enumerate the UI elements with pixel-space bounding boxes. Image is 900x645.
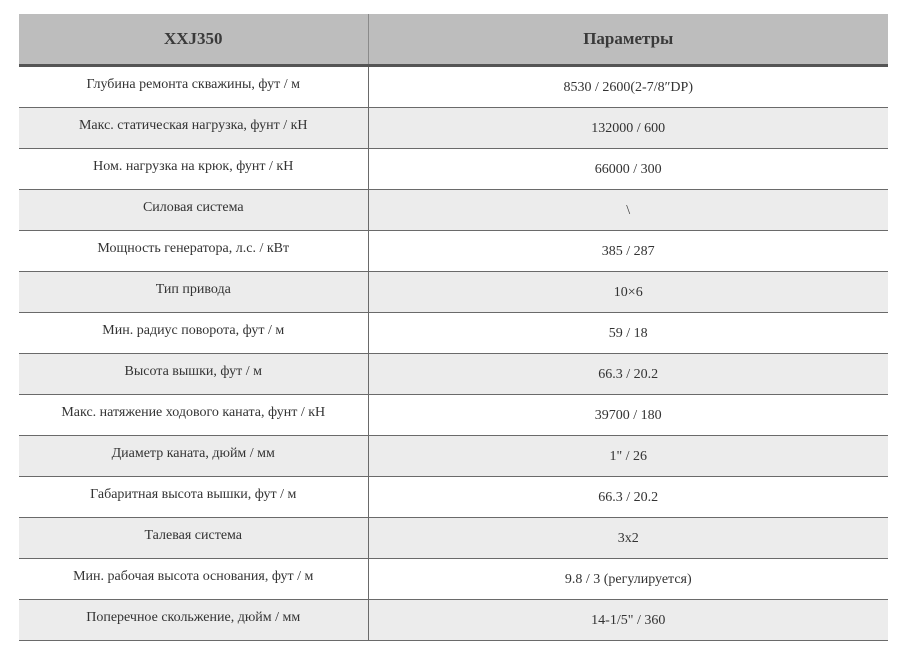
- row-value: 1" / 26: [609, 449, 648, 464]
- row-value-cell: [368, 190, 888, 231]
- row-label-cell: [19, 395, 368, 436]
- table-header: [19, 14, 888, 66]
- row-label-cell: [19, 149, 368, 190]
- row-value-cell: [368, 436, 888, 477]
- spec-table: [19, 14, 888, 641]
- row-value: 39700 / 180: [594, 408, 662, 423]
- table-row: [19, 313, 888, 354]
- row-value-cell: [368, 108, 888, 149]
- row-value-cell: [368, 231, 888, 272]
- row-label-cell: [19, 66, 368, 108]
- row-label: Диаметр каната, дюйм / мм: [111, 446, 275, 461]
- row-value-cell: [368, 518, 888, 559]
- row-label: Мощность генератора, л.с. / кВт: [97, 241, 290, 256]
- table-row: [19, 600, 888, 641]
- row-label-cell: [19, 231, 368, 272]
- row-label: Габаритная высота вышки, фут / м: [90, 487, 297, 502]
- row-label-cell: [19, 190, 368, 231]
- table-row: [19, 559, 888, 600]
- table-body: [19, 66, 888, 641]
- table-row: [19, 272, 888, 313]
- row-label-cell: [19, 108, 368, 149]
- row-label: Макс. статическая нагрузка, фунт / кН: [78, 118, 308, 133]
- table-row: [19, 477, 888, 518]
- row-value: 8530 / 2600(2-7/8″DP): [563, 80, 693, 95]
- table-row: [19, 66, 888, 108]
- table-row: [19, 395, 888, 436]
- row-value: \: [626, 203, 631, 218]
- model-header: XXJ350: [19, 14, 368, 66]
- row-value-cell: [368, 149, 888, 190]
- row-label-cell: [19, 313, 368, 354]
- row-value-cell: [368, 354, 888, 395]
- row-label-cell: [19, 436, 368, 477]
- row-value: 66.3 / 20.2: [598, 490, 659, 505]
- row-label: Высота вышки, фут / м: [124, 364, 262, 379]
- table-row: [19, 518, 888, 559]
- row-value-cell: [368, 66, 888, 108]
- row-value-cell: [368, 313, 888, 354]
- spec-table-container: [19, 14, 888, 641]
- header-row: [19, 14, 888, 66]
- row-label: Ном. нагрузка на крюк, фунт / кН: [93, 159, 294, 174]
- row-label: Мин. радиус поворота, фут / м: [102, 323, 285, 338]
- row-label: Макс. натяжение ходового каната, фунт / кН: [61, 405, 326, 420]
- row-label-cell: [19, 600, 368, 641]
- table-row: [19, 108, 888, 149]
- row-label: Талевая система: [144, 528, 243, 543]
- row-label: Поперечное скольжение, дюйм / мм: [86, 610, 301, 625]
- row-value: 132000 / 600: [591, 121, 666, 136]
- row-value: 385 / 287: [601, 244, 655, 259]
- row-value: 9.8 / 3 (регулируется): [564, 572, 692, 587]
- row-label-cell: [19, 354, 368, 395]
- row-value-cell: [368, 559, 888, 600]
- row-value: 10×6: [613, 285, 643, 300]
- row-label: Тип привода: [155, 282, 231, 297]
- row-label-cell: [19, 477, 368, 518]
- row-value: 66000 / 300: [594, 162, 662, 177]
- row-value: 59 / 18: [608, 326, 648, 341]
- row-label-cell: [19, 518, 368, 559]
- row-label: Глубина ремонта скважины, фут / м: [86, 77, 301, 92]
- row-value: 3x2: [617, 531, 639, 546]
- row-label: Силовая система: [142, 200, 244, 215]
- table-row: [19, 190, 888, 231]
- table-row: [19, 231, 888, 272]
- params-header: Параметры: [368, 14, 888, 66]
- row-value: 14-1/5" / 360: [591, 613, 666, 628]
- row-value-cell: [368, 600, 888, 641]
- row-value-cell: [368, 395, 888, 436]
- row-label: Мин. рабочая высота основания, фут / м: [73, 569, 314, 584]
- table-row: [19, 436, 888, 477]
- row-value: 66.3 / 20.2: [598, 367, 659, 382]
- row-value-cell: [368, 477, 888, 518]
- table-row: [19, 149, 888, 190]
- row-label-cell: [19, 559, 368, 600]
- row-label-cell: [19, 272, 368, 313]
- row-value-cell: [368, 272, 888, 313]
- table-row: [19, 354, 888, 395]
